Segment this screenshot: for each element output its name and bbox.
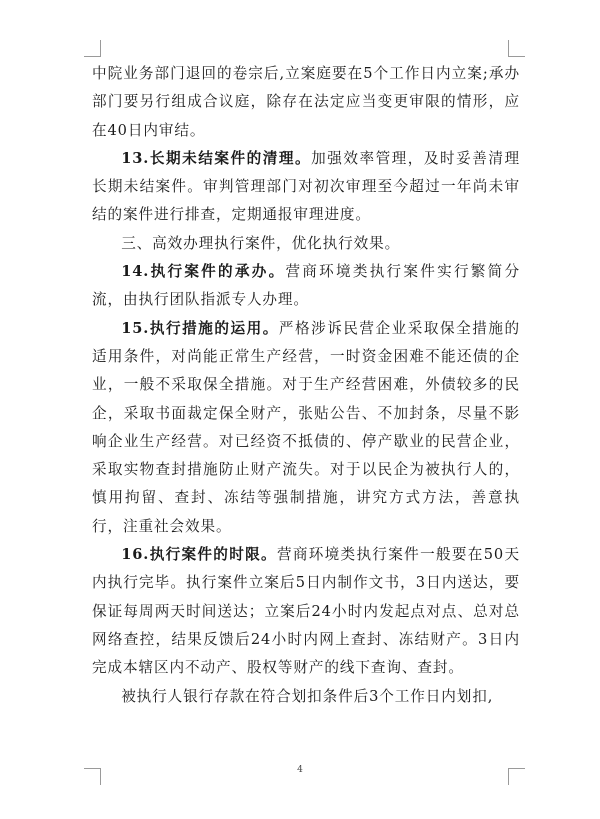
paragraph-text: 中院业务部门退回的卷宗后,立案庭要在5个工作日内立案;承办部门要另行组成合议庭，除存在法定应当变更审限的情形，应在40日内审结。 [92,65,520,139]
paragraph-continuation [92,60,520,145]
paragraph-item-13 [92,145,520,230]
page-number: 4 [297,765,303,775]
item-heading: 15.执行措施的运用。 [121,319,279,337]
paragraph-item-16 [92,541,520,682]
paragraph-item-15 [92,315,520,541]
paragraph-bank-deposit [92,683,520,711]
crop-mark-top-left [84,40,101,57]
item-heading: 13.长期未结案件的清理。 [121,149,312,167]
item-heading: 14.执行案件的承办。 [121,263,286,281]
paragraph-text: 营商环境类执行案件一般要在50天内执行完毕。执行案件立案后5日内制作文书，3日内送达，要保证每周两天时间送达；立案后24小时内发起点对点、总对总网络查控，结果反馈后24小时内网上查封、冻结财产。3日内完成本辖区内不动产、股权等财产的线下查询、查封。 [92,546,520,677]
item-heading: 16.执行案件的时限。 [121,546,277,564]
paragraph-text: 被执行人银行存款在符合划扣条件后3个工作日内划扣, [121,687,494,705]
section-heading-text: 三、高效办理执行案件，优化执行效果。 [121,234,401,252]
paragraph-item-14 [92,258,520,315]
section-heading-3 [92,230,520,258]
crop-mark-top-right [508,40,525,57]
paragraph-text: 营商环境类执行案件实行繁简分流，由执行团队指派专人办理。 [92,263,520,309]
document-body [92,60,520,711]
paragraph-text: 严格涉诉民营企业采取保全措施的适用条件，对尚能正常生产经营，一时资金困难不能还债的企业，一般不采取保全措施。对于生产经营困难，外债较多的民企，采取书面裁定保全财产，张贴公告、不加封条，尽量不影响企业生产经营。对已经资不抵债的、停产歇业的民营企业，采取实物查封措施防止财产流失。对于以民企为被执行人的，慎用拘留、查封、冻结等强制措施，讲究方式方法，善意执行，注重社会效果。 [92,319,520,535]
paragraph-text: 加强效率管理，及时妥善清理长期未结案件。审判管理部门对初次审理至今超过一年尚未审结的案件进行排查，定期通报审理进度。 [92,149,521,224]
